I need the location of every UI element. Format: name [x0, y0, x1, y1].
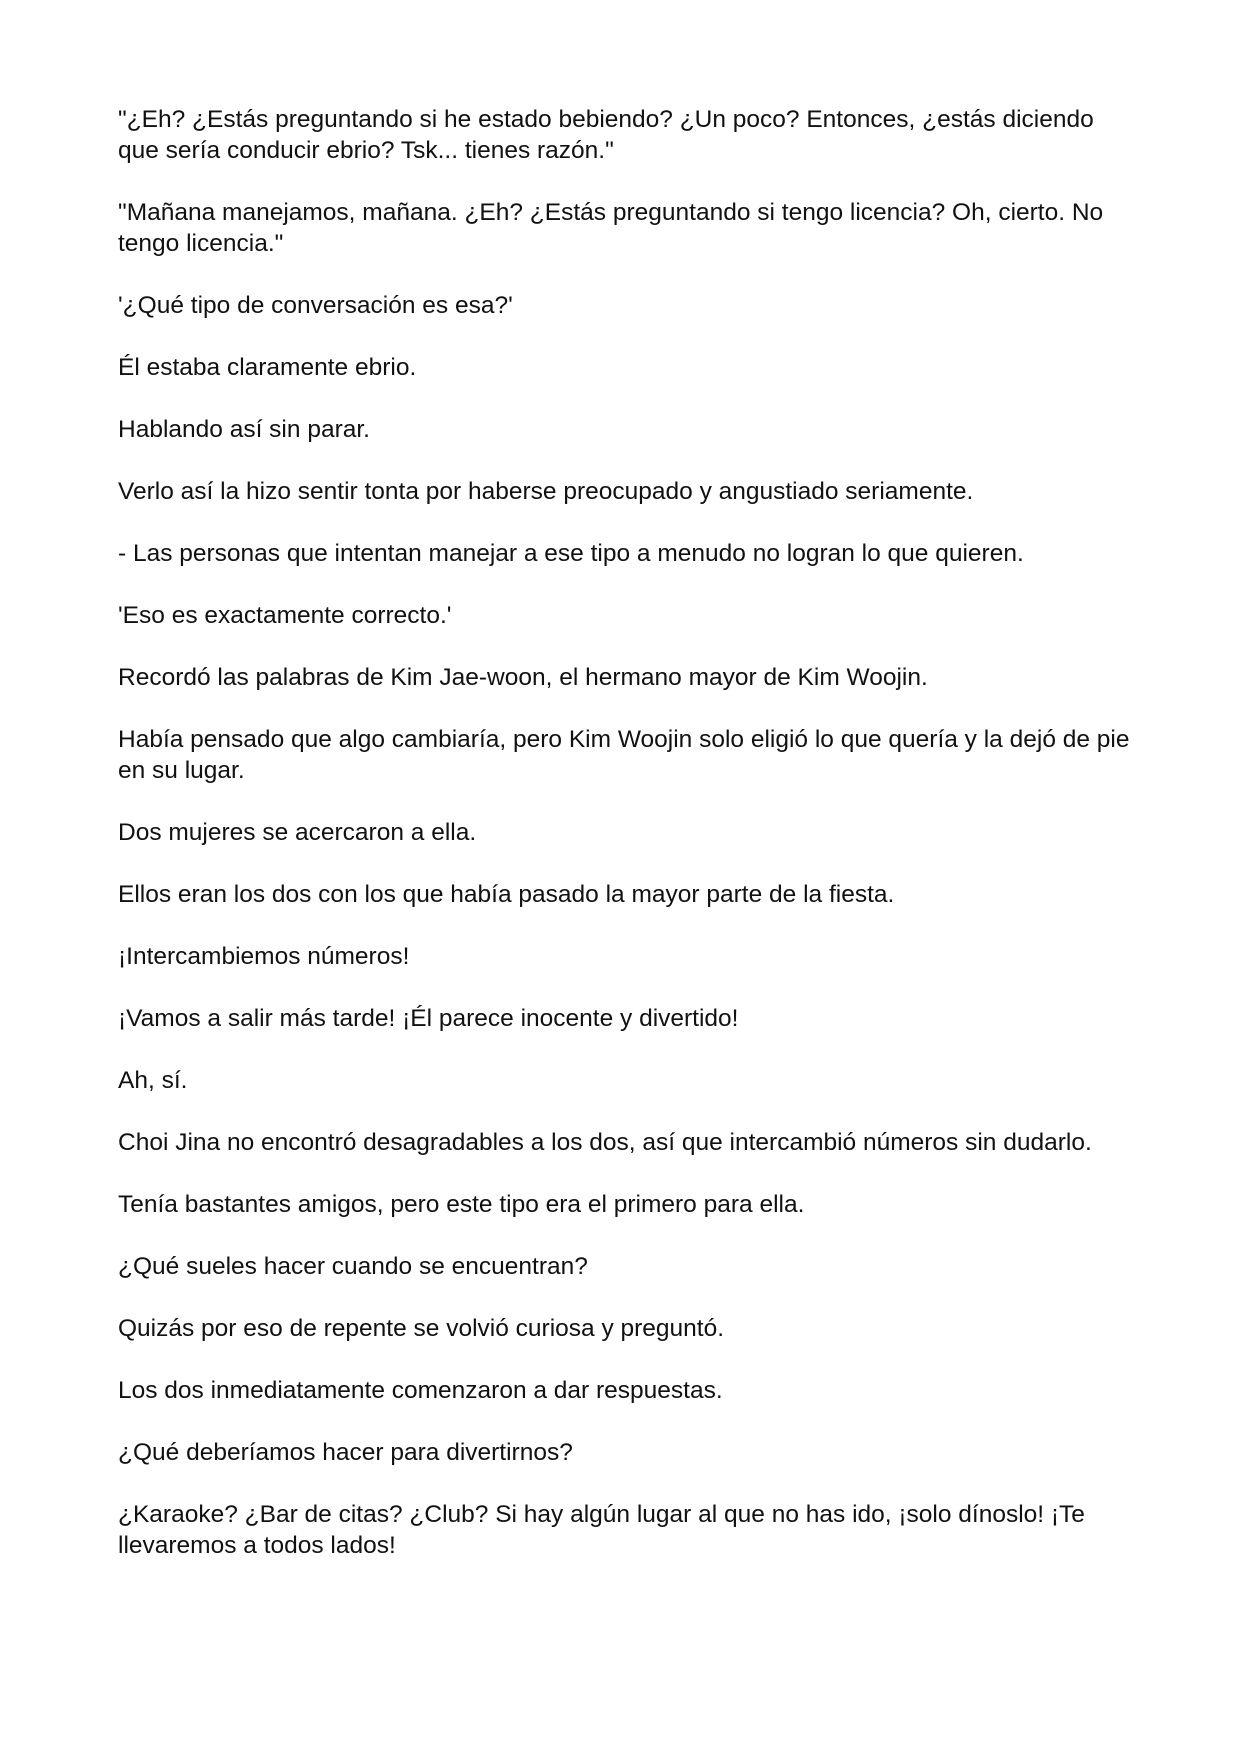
paragraph: Había pensado que algo cambiaría, pero Kim Woojin solo eligió lo que quería y la dejó de pie en su lugar.: [118, 726, 1130, 784]
document-body: [118, 104, 1138, 1592]
paragraph: 'Eso es exactamente correcto.': [118, 602, 452, 629]
paragraph: Hablando así sin parar.: [118, 416, 370, 443]
paragraph: "¿Eh? ¿Estás preguntando si he estado bebiendo? ¿Un poco? Entonces, ¿estás diciendo que sería conducir ebrio? Tsk... tienes razón.": [118, 106, 1094, 164]
paragraph: "Mañana manejamos, mañana. ¿Eh? ¿Estás preguntando si tengo licencia? Oh, cierto. No tengo licencia.": [118, 199, 1104, 257]
paragraph: Tenía bastantes amigos, pero este tipo era el primero para ella.: [118, 1191, 805, 1218]
paragraph: Choi Jina no encontró desagradables a los dos, así que intercambió números sin dudarlo.: [118, 1129, 1092, 1156]
paragraph: Verlo así la hizo sentir tonta por haberse preocupado y angustiado seriamente.: [118, 478, 974, 505]
paragraph: Recordó las palabras de Kim Jae-woon, el hermano mayor de Kim Woojin.: [118, 664, 928, 691]
paragraph: Ellos eran los dos con los que había pasado la mayor parte de la fiesta.: [118, 881, 895, 908]
paragraph: - Las personas que intentan manejar a ese tipo a menudo no logran lo que quieren.: [118, 540, 1024, 567]
paragraph: ¿Karaoke? ¿Bar de citas? ¿Club? Si hay algún lugar al que no has ido, ¡solo dínoslo! ¡Te llevaremos a todos lados!: [118, 1501, 1085, 1559]
paragraph: ¿Qué sueles hacer cuando se encuentran?: [118, 1253, 588, 1280]
paragraph: Los dos inmediatamente comenzaron a dar respuestas.: [118, 1377, 723, 1404]
paragraph: ¡Vamos a salir más tarde! ¡Él parece inocente y divertido!: [118, 1005, 739, 1032]
paragraph: '¿Qué tipo de conversación es esa?': [118, 292, 513, 319]
paragraph: Él estaba claramente ebrio.: [118, 354, 417, 381]
paragraph: Ah, sí.: [118, 1067, 188, 1094]
paragraph: Dos mujeres se acercaron a ella.: [118, 819, 477, 846]
paragraph: ¡Intercambiemos números!: [118, 943, 410, 970]
paragraph: Quizás por eso de repente se volvió curiosa y preguntó.: [118, 1315, 725, 1342]
paragraph: ¿Qué deberíamos hacer para divertirnos?: [118, 1439, 573, 1466]
